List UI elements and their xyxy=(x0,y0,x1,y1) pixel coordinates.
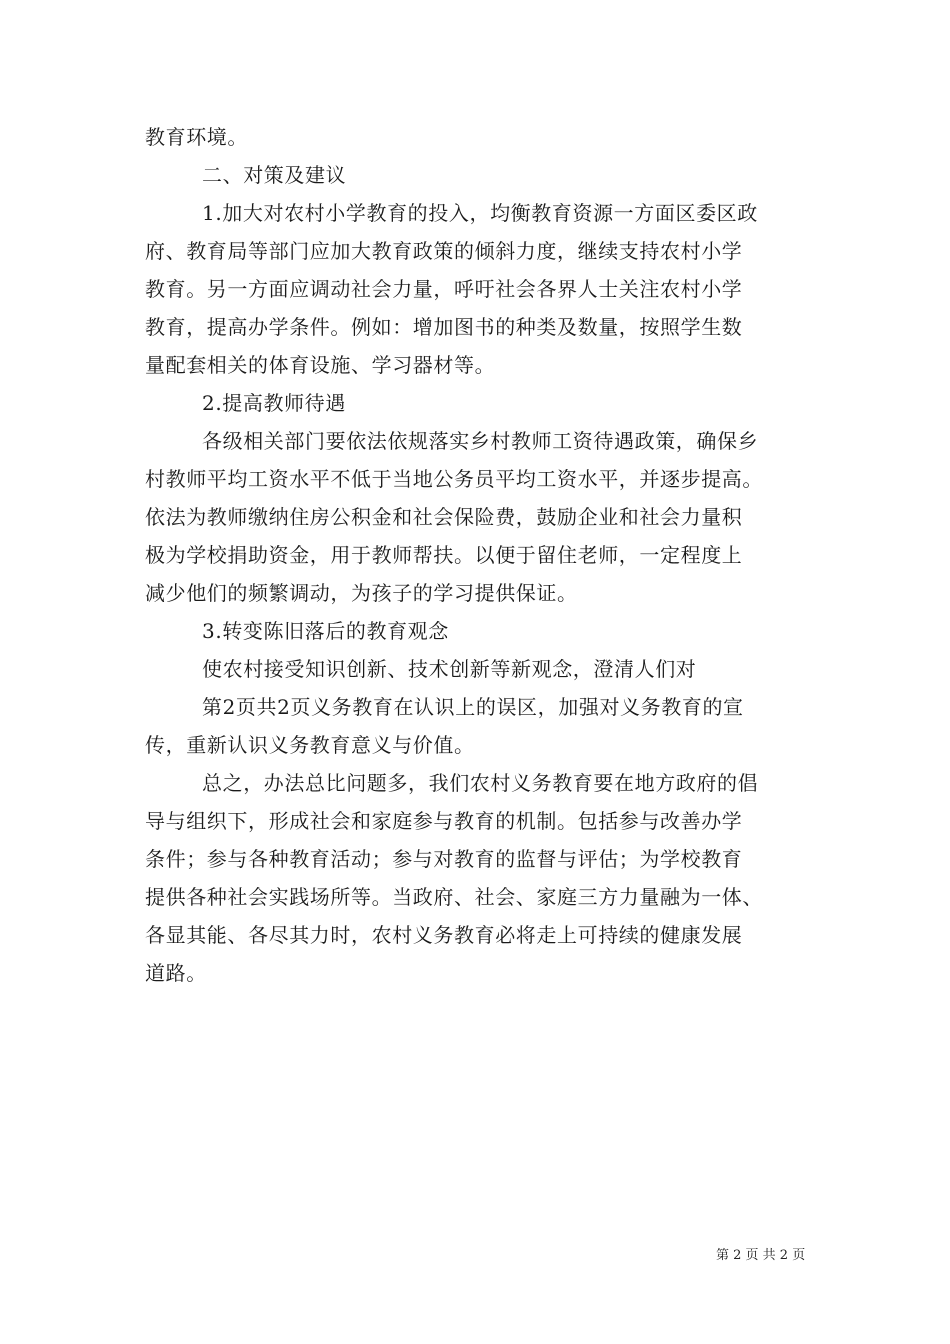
text-line: 各级相关部门要依法依规落实乡村教师工资待遇政策，确保乡 xyxy=(202,429,759,453)
text-line: 减少他们的频繁调动，为孩子的学习提供保证。 xyxy=(145,581,578,605)
text-line: 教育环境。 xyxy=(145,125,248,149)
page-number-footer: 第 2 页 共 2 页 xyxy=(716,1248,806,1263)
text-line: 府、教育局等部门应加大教育政策的倾斜力度，继续支持农村小学 xyxy=(145,239,743,263)
subsection-heading: 1.加大对农村小学教育的投入，均衡教育资源一方面区委区政 xyxy=(202,201,758,225)
section-heading: 二、对策及建议 xyxy=(202,163,347,187)
text-line: 各显其能、各尽其力时，农村义务教育必将走上可持续的健康发展 xyxy=(145,923,743,947)
text-line: 教育，提高办学条件。例如：增加图书的种类及数量，按照学生数 xyxy=(145,315,743,339)
subsection-heading: 3.转变陈旧落后的教育观念 xyxy=(202,619,449,643)
text-line: 极为学校捐助资金，用于教师帮扶。以便于留住老师，一定程度上 xyxy=(145,543,743,567)
text-line: 提供各种社会实践场所等。当政府、社会、家庭三方力量融为一体、 xyxy=(145,885,763,909)
document-body xyxy=(145,118,805,992)
text-line: 依法为教师缴纳住房公积金和社会保险费，鼓励企业和社会力量积 xyxy=(145,505,743,529)
subsection-heading: 2.提高教师待遇 xyxy=(202,391,346,415)
text-line: 第2页共2页义务教育在认识上的误区，加强对义务教育的宣 xyxy=(202,695,744,719)
text-line: 教育。另一方面应调动社会力量，呼吁社会各界人士关注农村小学 xyxy=(145,277,743,301)
text-line: 传，重新认识义务教育意义与价值。 xyxy=(145,733,475,757)
text-line: 条件；参与各种教育活动；参与对教育的监督与评估；为学校教育 xyxy=(145,847,743,871)
text-line: 村教师平均工资水平不低于当地公务员平均工资水平，并逐步提高。 xyxy=(145,467,763,491)
text-line: 导与组织下，形成社会和家庭参与教育的机制。包括参与改善办学 xyxy=(145,809,743,833)
text-line: 道路。 xyxy=(145,961,207,985)
text-line: 量配套相关的体育设施、学习器材等。 xyxy=(145,353,496,377)
text-line: 总之，办法总比问题多，我们农村义务教育要在地方政府的倡 xyxy=(202,771,759,795)
text-line: 使农村接受知识创新、技术创新等新观念，澄清人们对 xyxy=(202,657,697,681)
